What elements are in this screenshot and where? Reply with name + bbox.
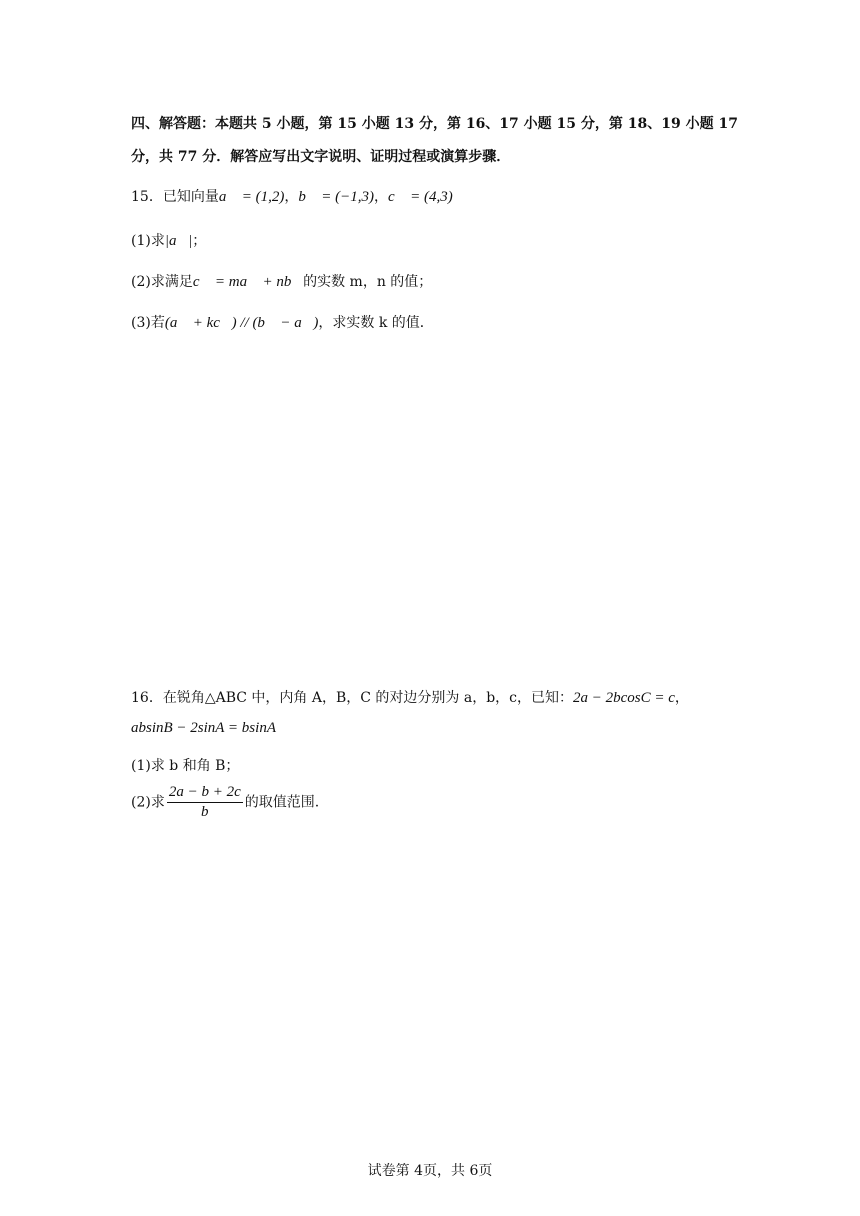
section-header-line2: 分，共 77 分．解答应写出文字说明、证明过程或演算步骤． [131,149,511,165]
q15-p1-prefix: (1)求 [131,233,165,249]
q15-p3-suffix: ，求实数 k 的值． [318,315,434,331]
q16-p2-prefix: (2)求 [131,794,165,811]
question-15-stem [131,186,453,206]
question-16-stem [131,687,689,707]
q16-equation-1: 2a − 2bcosC = c [573,690,675,706]
question-16-part-1: (1)求 b 和角 B； [131,758,240,774]
q16-equation-2: absinB − 2sinA = bsinA [131,720,276,736]
vector-b: b⃗ = (−1,3) [298,189,375,205]
question-15-part-2 [131,271,432,291]
q16-sep: ， [674,690,689,706]
q15-p2-suffix: 的实数 m，n 的值； [303,274,433,290]
q15-p2-prefix: (2)求满足 [131,274,193,290]
q15-prefix: 15．已知向量 [131,189,219,205]
page-footer: 试卷第 4页，共 6页 [367,1163,493,1179]
fraction-numerator: 2a − b + 2c [167,784,243,803]
question-16-condition-2 [131,720,276,737]
q15-sep1: ， [284,189,299,205]
q15-p2-math: c⃗ = ma⃗ + nb⃗ [192,274,304,290]
vector-c: c⃗ = (4,3) [388,189,453,205]
question-15-part-3 [131,312,434,332]
q15-p3-prefix: (3)若 [131,315,165,331]
q16-fraction [167,784,243,821]
q16-p2-suffix: 的取值范围. [244,794,320,811]
vector-a: a⃗ = (1,2) [218,189,285,205]
question-15-part-1 [131,230,206,250]
q15-p3-math: (a⃗ + kc⃗) // (b⃗ − a⃗) [164,315,319,331]
q15-sep2: ， [374,189,389,205]
q15-p1-suffix: ； [192,233,207,249]
question-16-part-2 [131,784,319,821]
fraction-denominator: b [201,804,209,820]
q15-p1-math: |a⃗| [164,233,193,249]
section-header-line1: 四、解答题：本题共 5 小题，第 15 小题 13 分，第 16、17 小题 15 分，第 18、19 小题 17 [131,116,738,132]
q16-stem-text: 16．在锐角△ABC 中，内角 A，B，C 的对边分别为 a，b，c，已知： [131,690,574,706]
